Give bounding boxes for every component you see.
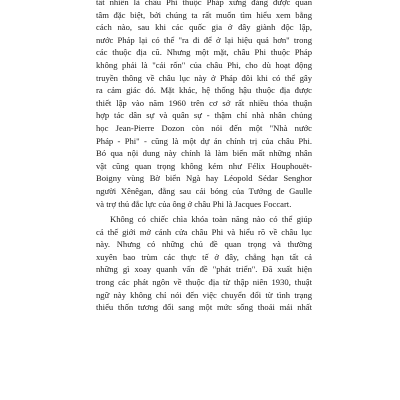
- text-line: ngữ này không chỉ nói đến việc chuyển đổi từ tình trạng: [96, 289, 312, 300]
- body-text: [96, 0, 312, 314]
- text-line: và trợ thủ đắc lực của ông ở châu Phi là Jacques Foccart.: [96, 198, 292, 209]
- paragraph-1: [96, 0, 312, 210]
- text-line: không phải là "cái rốn" của châu Phi, cho dù hoạt động: [96, 59, 312, 70]
- text-line: trong các phát ngôn về thuộc địa từ thập niên 1930, thuật: [96, 277, 312, 288]
- text-line: ra cảm giác đó. Mặt khác, hệ thống hậu thuộc địa được: [96, 85, 312, 96]
- text-line: cả thế giới mở cánh cửa châu Phi và hiểu rõ về châu lục: [96, 226, 312, 237]
- text-line: tất nhiên là châu Phi thuộc Pháp xứng đáng được quan: [96, 0, 312, 7]
- text-line: học Jean-Pierre Dozon còn nói đến một "Nhà nước: [96, 122, 312, 133]
- text-line: tâm đặc biệt, bởi chúng ta rất muốn tìm hiểu xem bằng: [96, 9, 312, 20]
- text-line: những gì xoay quanh vấn đề "phát triển". Đã xuất hiện: [96, 264, 312, 275]
- text-line: thiếu thốn tương đối sang một mức sống thoải mái nhất: [96, 302, 312, 313]
- text-line: Không có chiếc chìa khóa toàn năng nào có thể giúp: [110, 214, 312, 225]
- text-line: cách nào, sau khi các quốc gia ở đây giành độc lập,: [96, 22, 312, 33]
- text-line: thiết lập vào năm 1960 trên cơ sở rất nhiều thỏa thuận: [96, 97, 312, 108]
- paragraph-2: [96, 213, 312, 314]
- text-line: truyền thông về châu lục này ở Pháp đôi khi có thể gây: [96, 72, 312, 83]
- text-line: vật cũng quan trọng không kém như Félix Houphouët-: [96, 160, 312, 171]
- text-line: Pháp - Phi" - cũng là một dự án chính trị của châu Phi.: [96, 135, 312, 146]
- text-line: xuyên bao trùm các thực tế ở đây, chẳng hạn tất cả: [96, 251, 312, 262]
- text-line: các thuộc địa cũ. Nhưng một mặt, châu Phi thuộc Pháp: [96, 47, 312, 58]
- text-line: hợp tác dân sự và quân sự - thậm chí nhà nhân chủng: [96, 110, 312, 121]
- text-line: Boigny vùng Bờ biển Ngà hay Léopold Sédar Senghor: [96, 173, 312, 184]
- text-line: người Xênêgan, đằng sau cái bóng của Tướng de Gaulle: [96, 185, 312, 196]
- text-line: nước Pháp lại có thể "ra đi để ở lại hiệu quả hơn" trong: [96, 34, 312, 45]
- text-line: Bó qua nội dung này chính là làm biến mất những nhân: [96, 148, 312, 159]
- text-line: này. Nhưng có những chủ đề quan trọng và thường: [96, 239, 312, 250]
